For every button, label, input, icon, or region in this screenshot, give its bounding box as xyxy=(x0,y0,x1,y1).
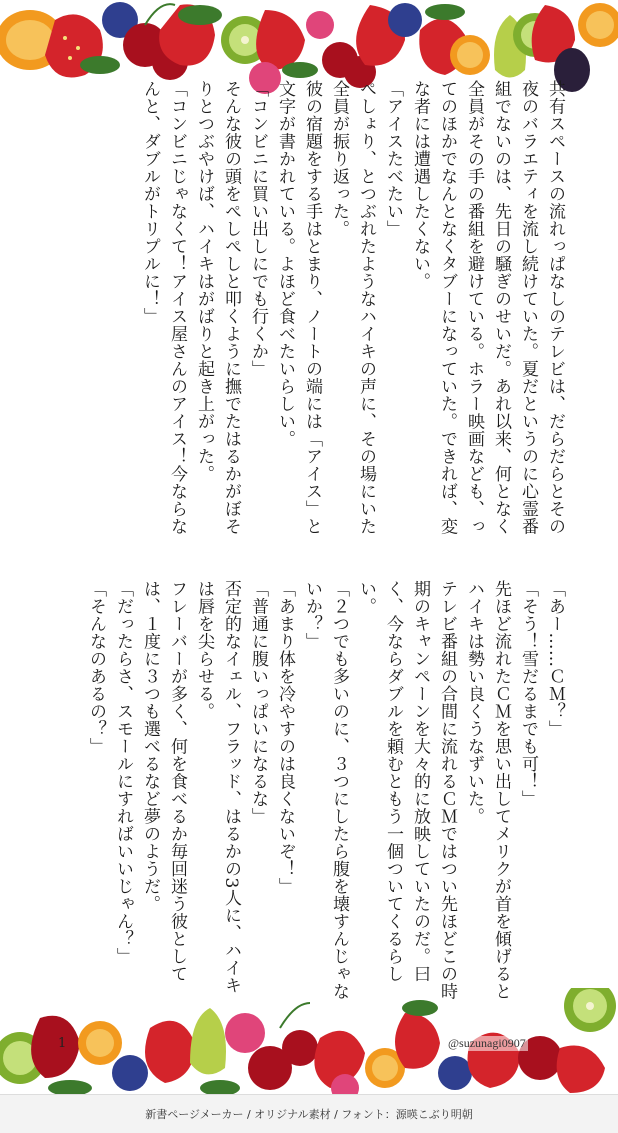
footer-credits: 新書ページメーカー / オリジナル素材 / フォント：源暎こぶり明朝 xyxy=(145,1108,473,1121)
paragraph: 共有スペースの流れっぱなしのテレビは、だらだらとその夜のバラエティを流し続けていた。夏だというのに心霊番組でないのは、先日の騒ぎのせいだ。あれ以来、何となく全員がその手の番組を避けている。ホラー映画なども、ってのほかでなんとなくタブーになっていた。できれば、変な者には遭遇したくない。 xyxy=(410,80,565,535)
paragraph: そんな彼の頭をぺしぺしと叩くように撫でたはるかがぼそりとつぶやけば、ハイキはがばりと起き上がった。 xyxy=(194,80,241,535)
author-handle: @suzunagi0907 xyxy=(448,1036,526,1050)
paragraph: 否定的なイェル、フラッド、はるかの3人に、ハイキは唇を尖らせる。 xyxy=(194,580,241,994)
page-number: 1 xyxy=(58,1036,67,1051)
text-block-lower xyxy=(48,580,568,1000)
paragraph: 彼の宿題をする手はとまり、ノートの端には「アイス」と文字が書かれている。よほど食べたいらしい。 xyxy=(275,80,322,535)
paragraph: 「アイスたべたい」 xyxy=(383,80,403,238)
footer-bar xyxy=(0,1094,618,1133)
paragraph: 「そんなのあるの？」 xyxy=(86,580,106,755)
text-block-upper xyxy=(48,80,568,535)
paragraph: 「普通に腹いっぱいになるな」 xyxy=(248,580,268,825)
paragraph: 「だったらさ、スモールにすればいいじゃん？」 xyxy=(113,580,133,965)
paragraph: フレーバーが多く、何を食べるか毎回迷う彼としては、１度に３つも選べるなど夢のようだ。 xyxy=(140,580,187,983)
paragraph: 「コンビニじゃなくて！アイス屋さんのアイス！今ならなんと、ダブルがトリプルに！」 xyxy=(140,80,187,535)
paragraph: 「コンビニに買い出しにでも行くか」 xyxy=(248,80,268,378)
paragraph: 「あまり体を冷やすのは良くないぞ！」 xyxy=(275,580,295,895)
paragraph: 「あー……ＣＭ？」 xyxy=(545,580,565,738)
paragraph: ぺしょり、とつぶれたようなハイキの声に、その場にいた全員が振り返った。 xyxy=(329,80,376,535)
paragraph: 「２つでも多いのに、３つにしたら腹を壊すんじゃないか？」 xyxy=(302,580,349,1000)
paragraph: 「そう！雪だるまでも可！」 xyxy=(518,580,538,808)
text-area xyxy=(48,80,568,1000)
paragraph: 先ほど流れたＣＭを思い出してメリクが首を傾げるとハイキは勢い良くうなずいた。 xyxy=(464,580,511,1000)
paragraph: テレビ番組の合間に流れるＣＭではつい先ほどこの時期のキャンペーンを大々的に放映していたのだ。曰く、今ならダブルを頼むともう一個ついてくるらしい。 xyxy=(356,580,457,1000)
